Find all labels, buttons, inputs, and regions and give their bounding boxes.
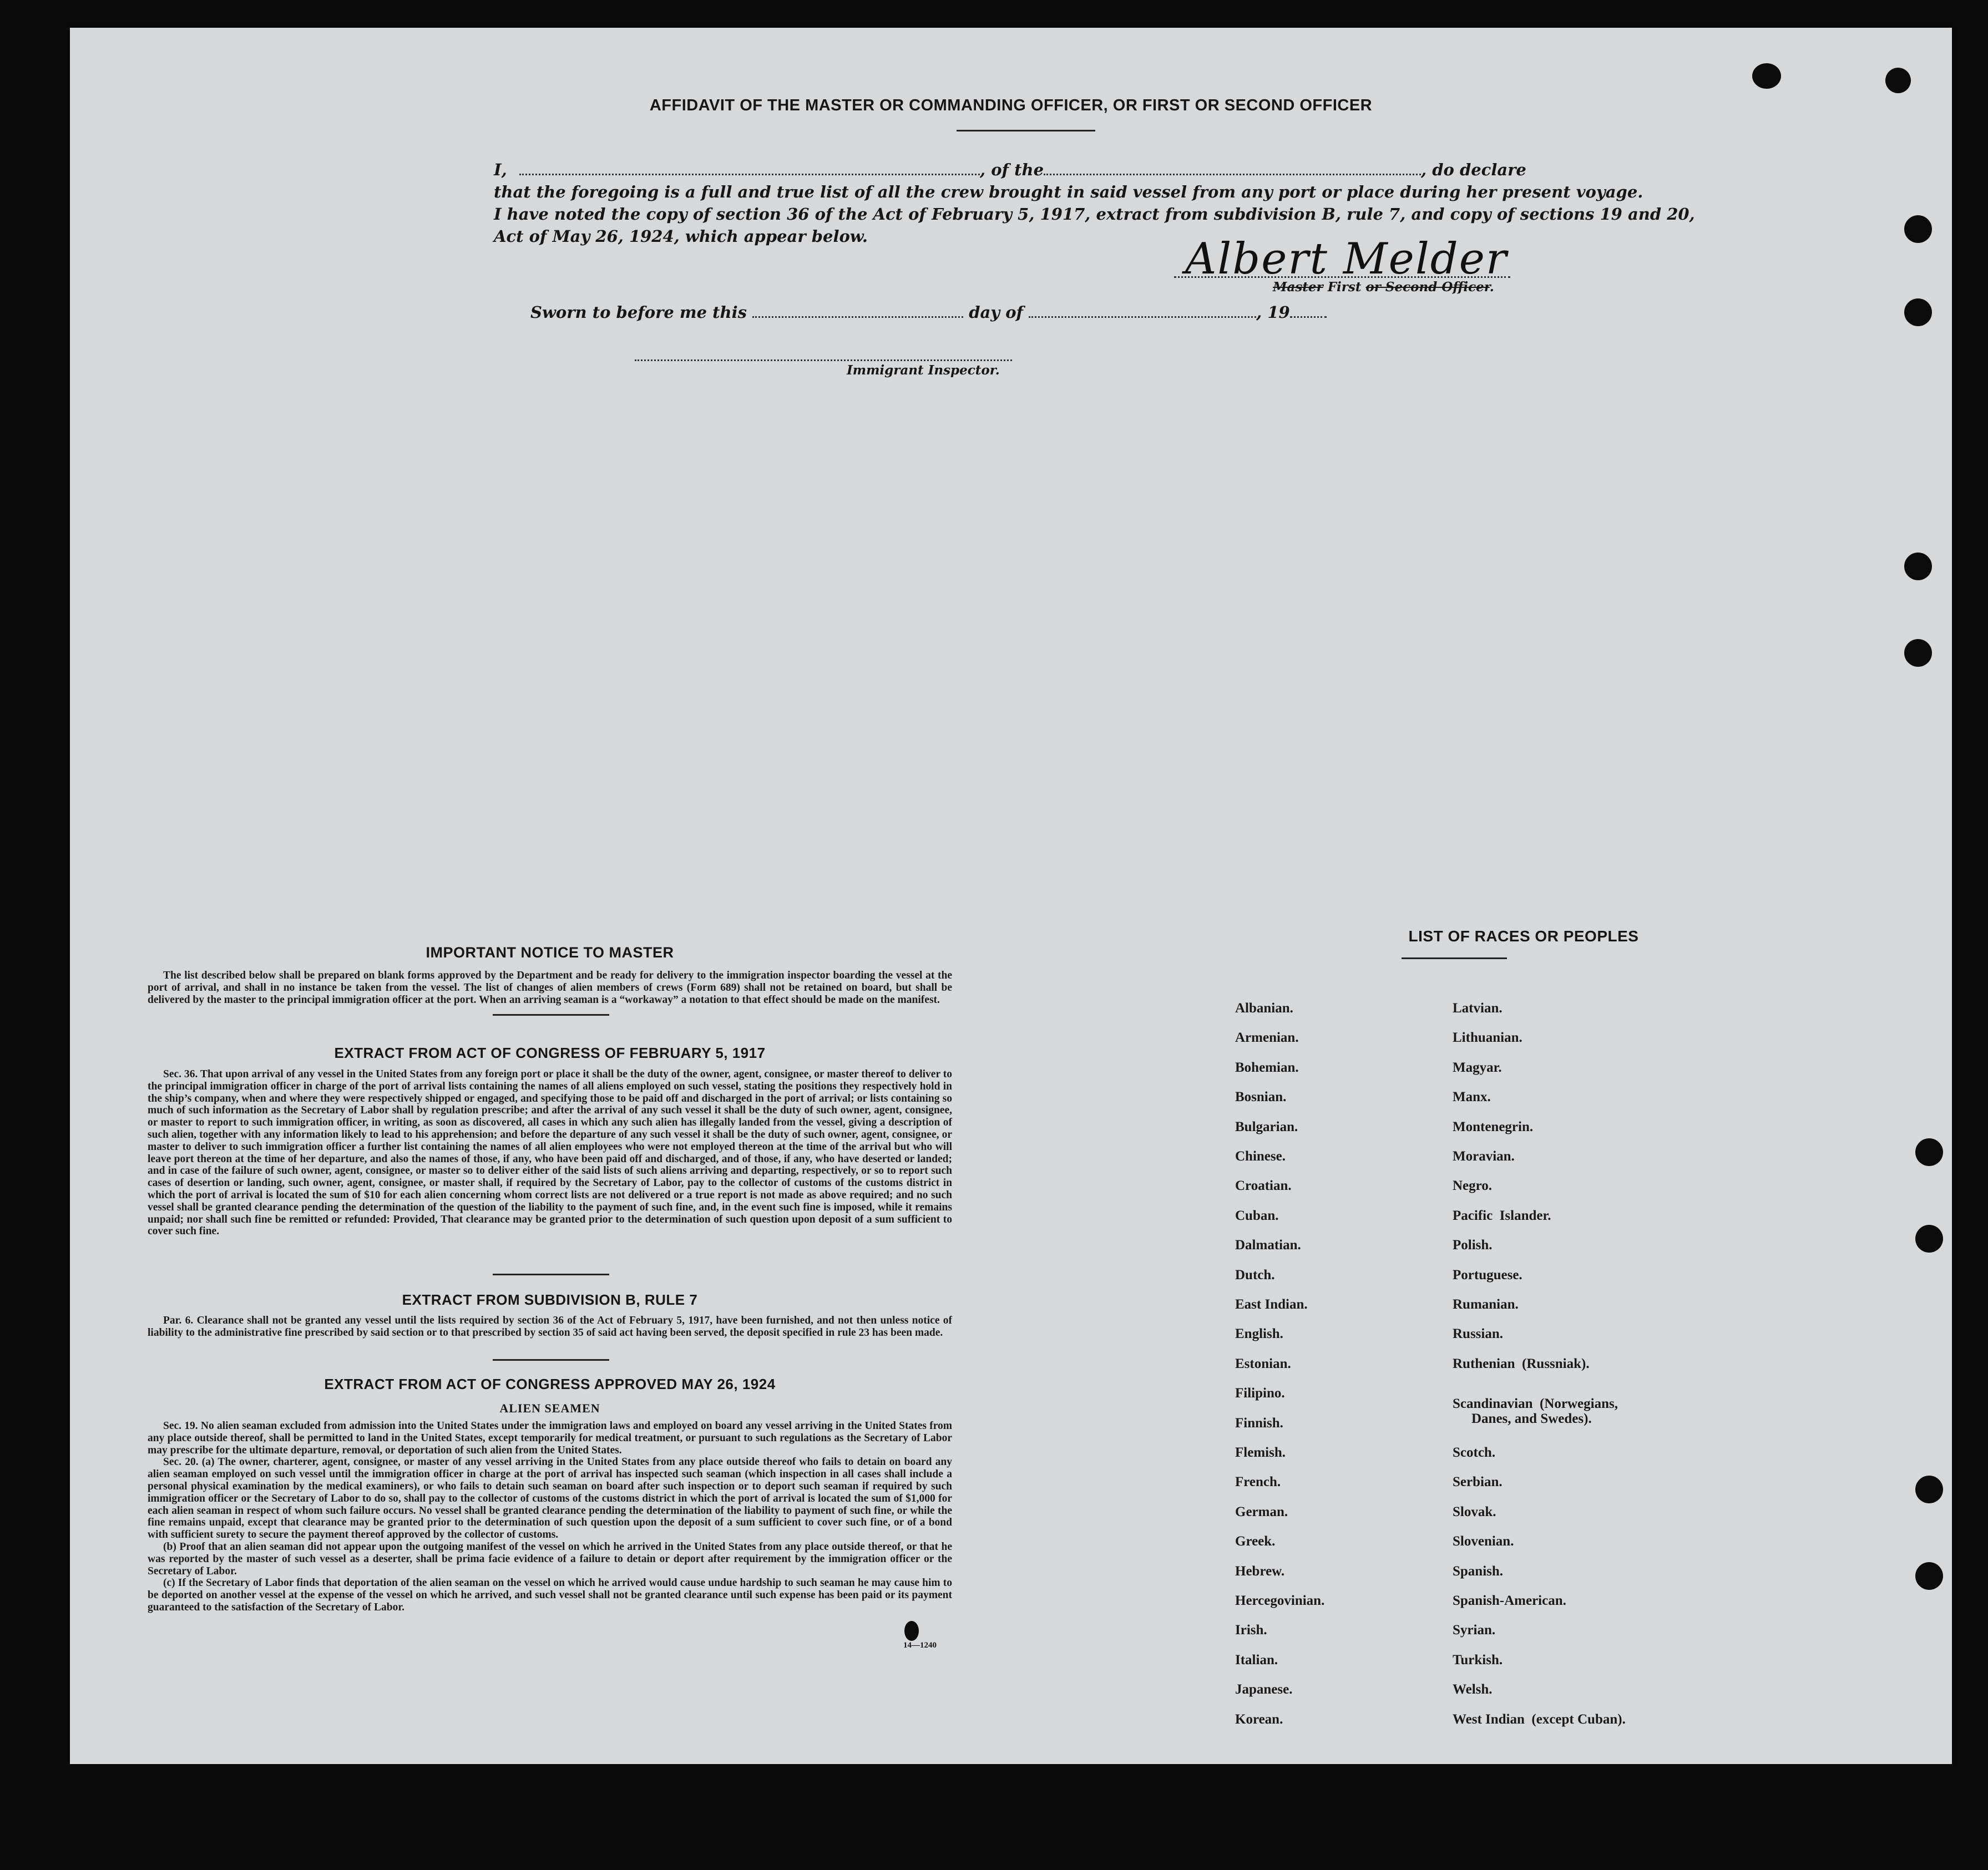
punch-hole: [1904, 298, 1932, 326]
inspector-signature-line: [635, 359, 1012, 361]
race-item: Bosnian.: [1235, 1089, 1287, 1105]
document-page: [70, 28, 1952, 1764]
race-item: Spanish-American.: [1453, 1593, 1566, 1608]
inspector-caption: Immigrant Inspector.: [847, 363, 1000, 378]
race-item: Montenegrin.: [1453, 1119, 1534, 1134]
subdivision-b-body: [148, 1315, 952, 1339]
punch-hole: [1904, 639, 1932, 667]
name-blank: [519, 174, 980, 175]
alien-seamen-subtitle: ALIEN SEAMEN: [499, 1401, 600, 1415]
sworn-line: [530, 303, 1327, 322]
punch-hole: [1915, 1562, 1943, 1590]
race-item: Spanish.: [1453, 1563, 1504, 1579]
vessel-blank: [1044, 174, 1421, 175]
struck-master: Master: [1273, 280, 1323, 295]
declaration-line-3: I have noted the copy of section 36 of the Act of February 5, 1917, extract from subdivision B, rule 7, and copy of sections 19 and 20,: [494, 205, 1695, 224]
sworn-label: Sworn to before me this: [530, 303, 747, 322]
races-title: LIST OF RACES OR PEOPLES: [1408, 928, 1639, 945]
race-item: Bohemian.: [1235, 1060, 1299, 1075]
race-item: Rumanian.: [1453, 1297, 1519, 1312]
race-item: Pacific Islander.: [1453, 1208, 1551, 1223]
section-20c-paragraph: (c) If the Secretary of Labor finds that deportation of the alien seaman on the vessel on which he arrived would cause undue hardship to such seaman he may cause him to be deported on another vessel at the expense of the vessel on which he arrived, and such vessel shall not be granted clearance until such expense has been paid or its payment guaranteed to the satisfaction of the Secretary of Labor.: [148, 1577, 952, 1613]
caption-period: .: [1489, 280, 1494, 295]
extract-1924-title: EXTRACT FROM ACT OF CONGRESS APPROVED MAY 26, 1924: [324, 1376, 776, 1392]
race-item: Estonian.: [1235, 1356, 1291, 1371]
race-item: Dutch.: [1235, 1267, 1275, 1283]
race-item: Croatian.: [1235, 1178, 1292, 1194]
race-item: East Indian.: [1235, 1297, 1308, 1312]
race-item: Scotch.: [1453, 1445, 1496, 1460]
divider: [493, 1274, 609, 1275]
section-20a-paragraph: Sec. 20. (a) The owner, charterer, agent, consignee, or master of any vessel arriving in the United States from any place outside thereof who fails to detain on board any alien seaman employed on such vessel until the immigration officer in charge at the port of arrival has inspected such seaman (which inspection in all cases shall include a personal physical examination by the medical examiners), or who fails to detain such seaman on board after such inspection or to deport such seaman if required by such immigration officer or the Secretary of Labor to do so, shall pay to the collector of customs of the customs district in which the port of arrival is located the sum of $1,000 for each alien seaman in respect of whom such failure occurs. No vessel shall be granted clearance pending the determination of the liability to payment of such fine, or while the fine remains unpaid, except that clearance may be granted prior to the determination of such question upon the deposit of a sum sufficient to cover such fine, or of a bond with sufficient surety to secure the payment thereof approved by the collector of customs.: [148, 1456, 952, 1541]
race-item: Polish.: [1453, 1238, 1493, 1253]
race-item: Negro.: [1453, 1178, 1493, 1194]
notice-body: [148, 970, 952, 1006]
race-item: Bulgarian.: [1235, 1119, 1298, 1134]
race-item: Filipino.: [1235, 1386, 1285, 1401]
race-item: Serbian.: [1453, 1474, 1503, 1490]
race-item: Russian.: [1453, 1326, 1504, 1342]
declaration-line-1: [494, 159, 1609, 181]
section-20b-paragraph: (b) Proof that an alien seaman did not appear upon the outgoing manifest of the vessel on which he arrived in the United States from any place outside thereof, or that he was reported by the master of such vessel as a deserter, shall be prima facie evidence of a failure to detain or deport after requirement by the immigration officer or the Secretary of Labor.: [148, 1540, 952, 1577]
punch-hole: [1915, 1138, 1943, 1166]
race-item: French.: [1235, 1474, 1281, 1490]
race-item: Magyar.: [1453, 1060, 1502, 1075]
race-item: Moravian.: [1453, 1149, 1515, 1164]
signature-caption: [1273, 280, 1494, 295]
race-item: Syrian.: [1453, 1623, 1496, 1638]
extract-1917-body: [148, 1068, 952, 1238]
section-36-paragraph: Sec. 36. That upon arrival of any vessel in the United States from any foreign port or place it shall be the duty of the owner, agent, consignee, or master thereof to deliver to the principal immigration officer in charge of the port of arrival lists containing the names of all aliens employed on such vessel, stating the positions they respectively hold in the ship’s company, when and where they were respectively shipped or engaged, and specifying those to be paid off and discharged in the port of arrival; or lists containing so much of such information as the Secretary of Labor shall by regulation prescribe; and after the arrival of any such vessel it shall be the duty of such owner, agent, consignee, or master to report to such immigration officer, in writing, as soon as discovered, all cases in which any such alien has illegally landed from the vessel, giving a description of such alien, together with any information likely to lead to his apprehension; and before the departure of any such vessel it shall be the duty of such owner, agent, consignee, or master to deliver to such immigration officer a further list containing the names of all alien employees who were not employed thereon at the time of the arrival but who will leave port thereon at the time of her departure, and also the names of those, if any, who have been paid off and discharged, and of those, if any, who have deserted or landed; and in case of the failure of such owner, agent, consignee, or master so to deliver either of the said lists of such aliens arriving and departing, respectively, or so to report such cases of desertion or landing, such owner, agent, consignee, or master shall, if required by the Secretary of Labor, pay to the collector of customs of the customs district in which the port of arrival is located the sum of $10 for each alien concerning whom correct lists are not delivered or a true report is not made as above required; and no such vessel shall be granted clearance pending the determination of the question of the liability to the payment of such fine, and, in the event such fine is imposed, while it remains unpaid; nor shall such fine be remitted or refunded: Provided, That clearance may be granted prior to the determination of such question upon deposit of a sum sufficient to cover such fine.: [148, 1068, 952, 1238]
race-item: Turkish.: [1453, 1652, 1503, 1668]
race-item: German.: [1235, 1504, 1288, 1519]
race-item: West Indian (except Cuban).: [1453, 1711, 1626, 1727]
race-item: Slovak.: [1453, 1504, 1496, 1519]
race-item: Italian.: [1235, 1652, 1278, 1668]
section-19-paragraph: Sec. 19. No alien seaman excluded from admission into the United States under the immigration laws and employed on board any vessel arriving in the United States from any place outside thereof, shall be permitted to land in the United States, except temporarily for medical treatment, or pursuant to such regulations as the Secretary of Labor may prescribe for the ultimate departure, removal, or deportation of such alien from the United States.: [148, 1420, 952, 1456]
day-of-label: day of: [969, 303, 1024, 322]
signature-line: [1174, 276, 1510, 278]
race-item: Flemish.: [1235, 1445, 1286, 1460]
punch-hole: [1915, 1476, 1943, 1503]
race-item: Korean.: [1235, 1711, 1283, 1727]
notice-paragraph: The list described below shall be prepared on blank forms approved by the Department and be ready for delivery to the immigration inspector boarding the vessel at the port of arrival, and shall in no instance be taken from the vessel. The list of changes of alien members of crews (Form 689) shall not be retained on board, but shall be delivered by the master to the principal immigration officer at the port. When an arriving seaman is a “workaway” a notation to that effect should be made on the manifest.: [148, 970, 952, 1006]
title-rule: [957, 130, 1095, 131]
punch-hole: [1904, 215, 1932, 243]
race-item: Greek.: [1235, 1534, 1276, 1549]
race-item: Ruthenian (Russniak).: [1453, 1356, 1590, 1371]
extract-1924-body: [148, 1420, 952, 1614]
year-label: , 19: [1256, 303, 1290, 322]
race-item: Latvian.: [1453, 1001, 1503, 1016]
caption-first: First: [1323, 280, 1366, 295]
race-item: Japanese.: [1235, 1682, 1293, 1697]
race-item: Portuguese.: [1453, 1267, 1522, 1283]
race-item: Welsh.: [1453, 1682, 1493, 1697]
paragraph-6: Par. 6. Clearance shall not be granted any vessel until the lists required by section 36 of the Act of February 5, 1917, have been furnished, and not then unless notice of liability to the administrative fine prescribed by said section or to that prescribed by section 35 of said act having been served, the deposit specified in rule 23 has been made.: [148, 1315, 952, 1339]
race-item: Armenian.: [1235, 1030, 1299, 1046]
race-item: Irish.: [1235, 1623, 1267, 1638]
sworn-month-blank: [1029, 316, 1256, 318]
extract-1917-title: EXTRACT FROM ACT OF CONGRESS OF FEBRUARY 5, 1917: [334, 1045, 766, 1061]
race-item: Manx.: [1453, 1089, 1491, 1105]
struck-second-officer: or Second Officer: [1365, 280, 1490, 295]
divider: [493, 1359, 609, 1361]
ink-blot: [1752, 63, 1781, 89]
races-title-rule: [1402, 957, 1507, 959]
race-item: Finnish.: [1235, 1415, 1283, 1431]
declare-label: , do declare: [1421, 160, 1526, 179]
sworn-year-blank: [1290, 316, 1327, 318]
punch-hole: [1915, 1225, 1943, 1253]
race-item: Hercegovinian.: [1235, 1593, 1325, 1608]
form-number: 14—1240: [903, 1641, 937, 1650]
race-item: Chinese.: [1235, 1149, 1286, 1164]
race-item: Lithuanian.: [1453, 1030, 1522, 1046]
race-item: Scandinavian (Norwegians,: [1453, 1396, 1618, 1411]
punch-hole: [1904, 553, 1932, 580]
notice-title: IMPORTANT NOTICE TO MASTER: [426, 944, 674, 961]
i-label: I,: [494, 160, 507, 179]
sworn-day-blank: [752, 316, 963, 318]
race-item: Dalmatian.: [1235, 1238, 1301, 1253]
race-item: English.: [1235, 1326, 1283, 1342]
ink-blot: [1885, 68, 1911, 93]
divider: [493, 1014, 609, 1016]
ink-blot: [904, 1621, 919, 1641]
race-item: Hebrew.: [1235, 1563, 1285, 1579]
affidavit-title: AFFIDAVIT OF THE MASTER OR COMMANDING OFFICER, OR FIRST OR SECOND OFFICER: [649, 97, 1373, 114]
race-item: Slovenian.: [1453, 1534, 1514, 1549]
race-item: Danes, and Swedes).: [1471, 1411, 1592, 1426]
declaration-line-4: Act of May 26, 1924, which appear below.: [494, 227, 868, 246]
race-item: Cuban.: [1235, 1208, 1279, 1223]
handwritten-signature: Albert Melder: [1185, 234, 1508, 284]
subdivision-b-title: EXTRACT FROM SUBDIVISION B, RULE 7: [402, 1291, 698, 1308]
of-the-label: , of the: [980, 160, 1044, 179]
declaration-line-2: that the foregoing is a full and true list of all the crew brought in said vessel from any port or place during her present voyage.: [494, 183, 1643, 201]
race-item: Albanian.: [1235, 1001, 1293, 1016]
